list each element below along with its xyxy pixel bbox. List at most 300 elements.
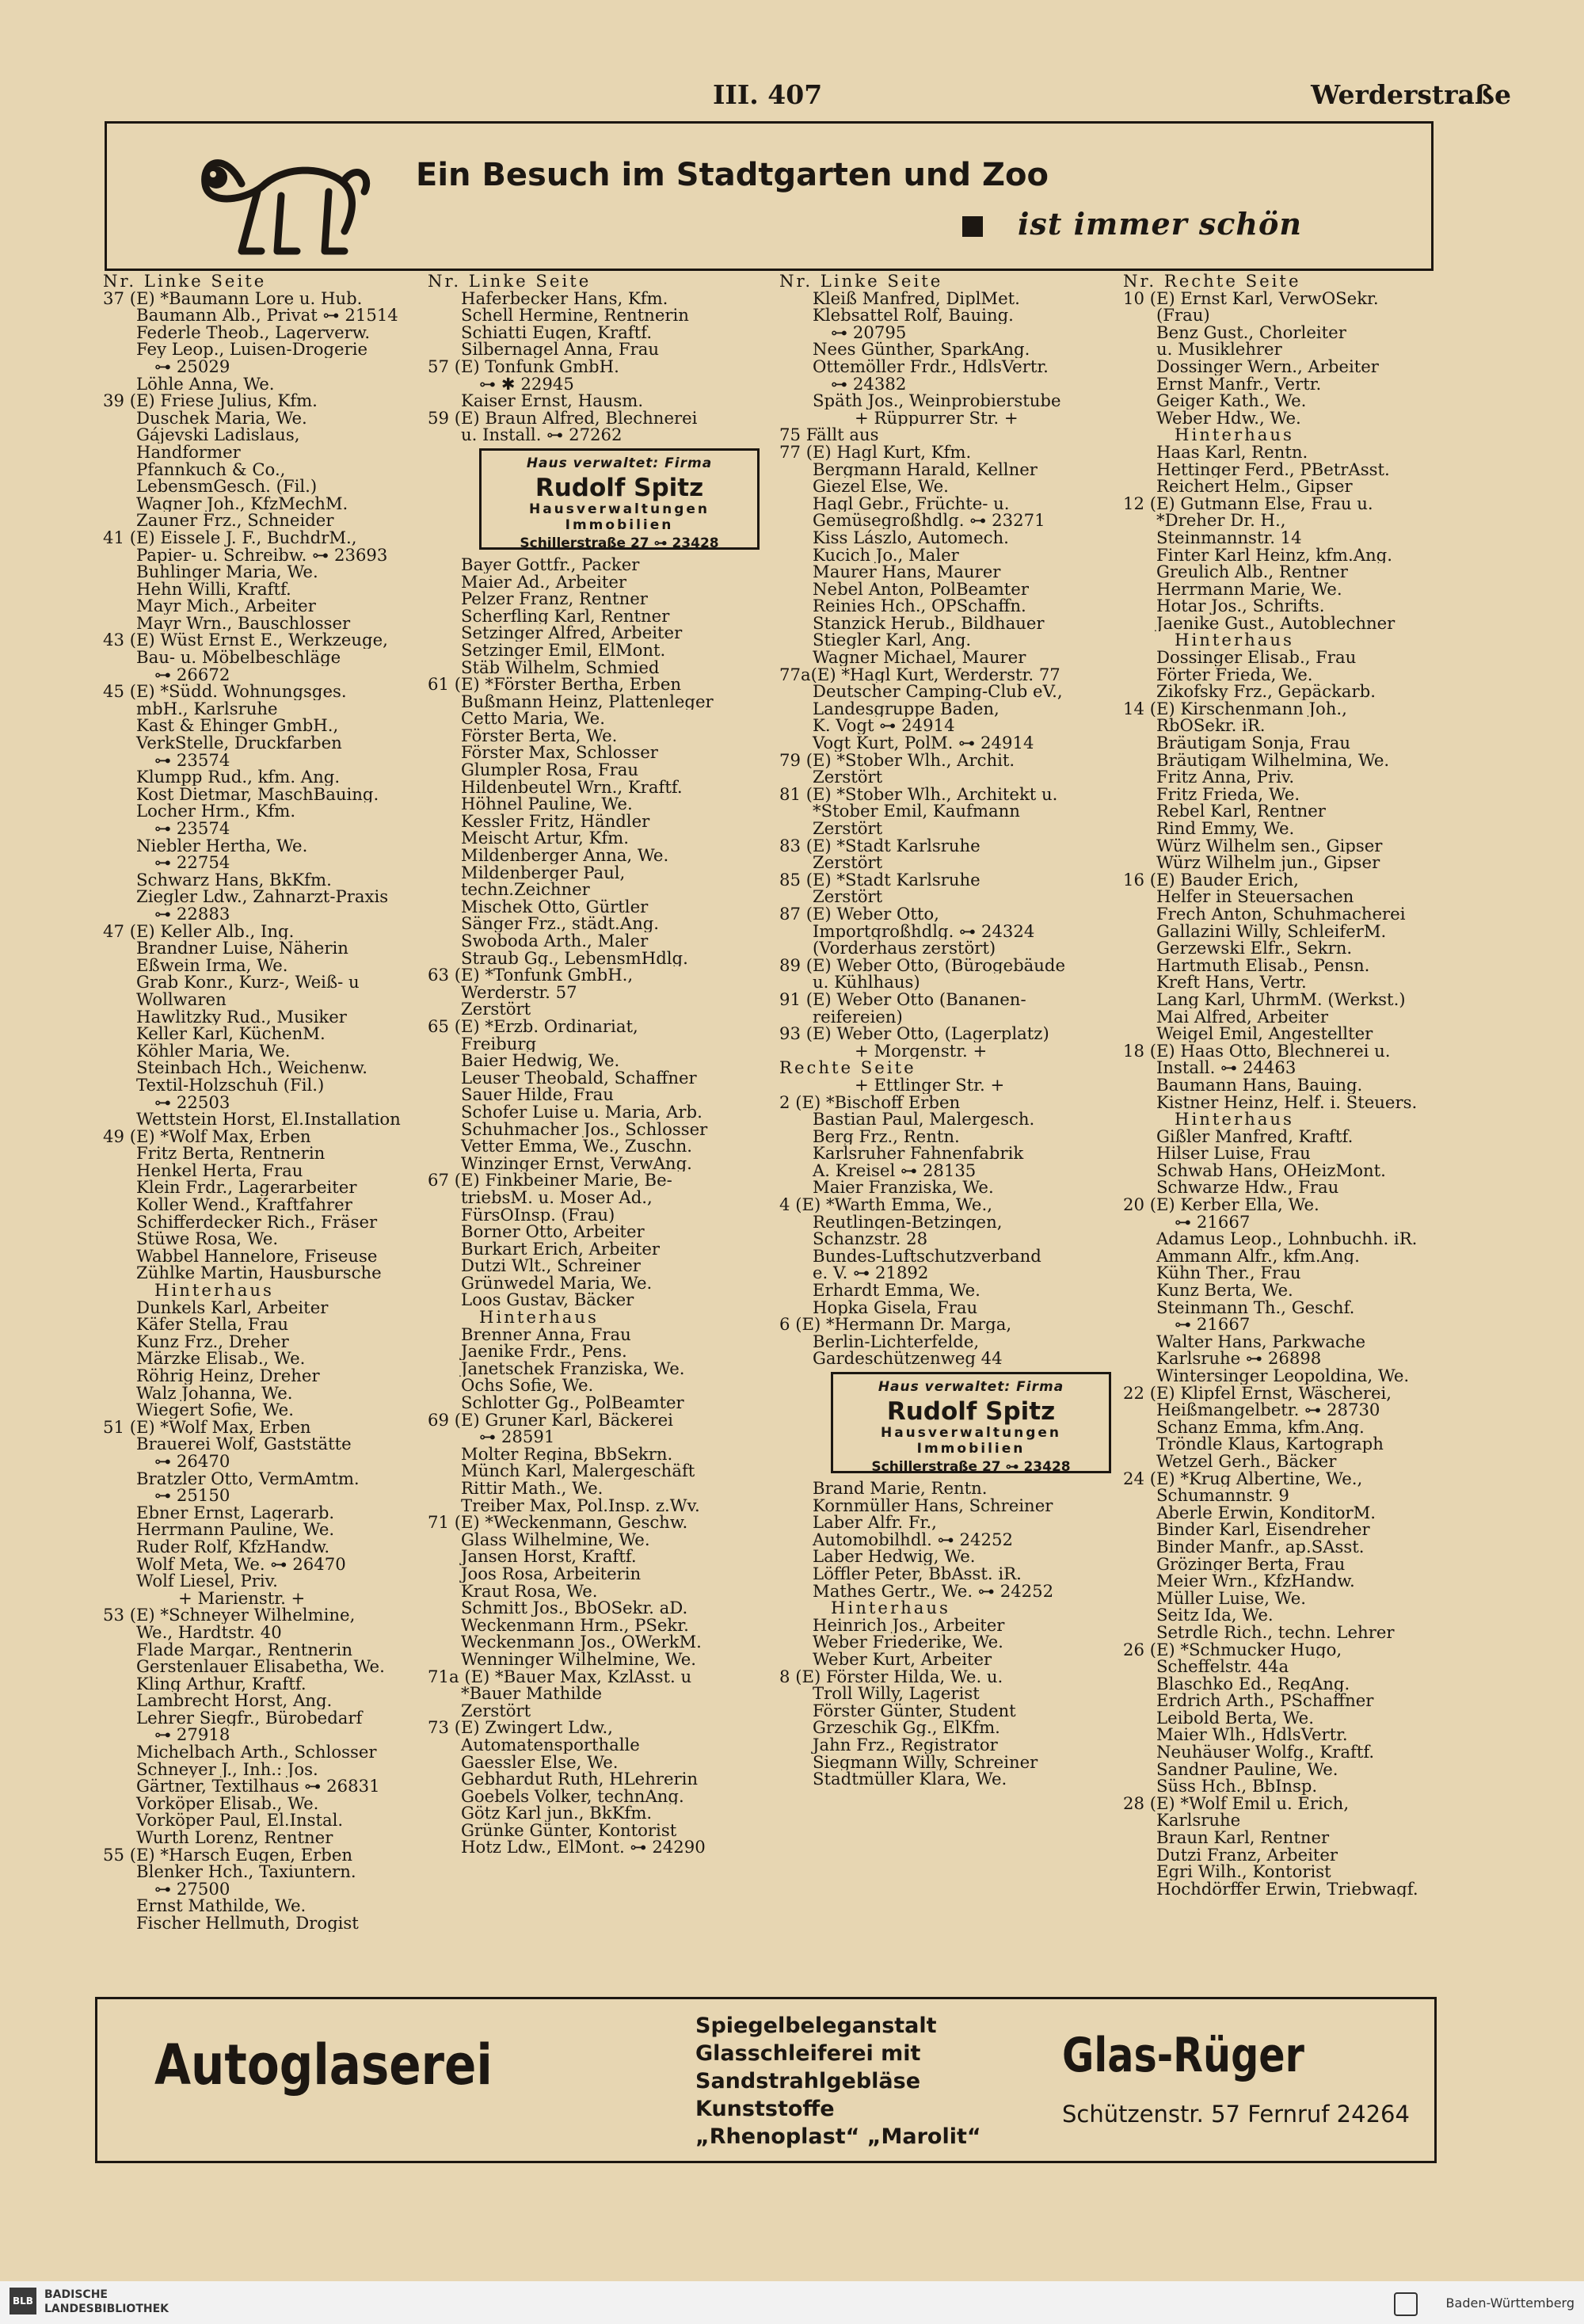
entry-line: Berg Frz., Rentn. <box>813 1127 960 1145</box>
entry-line: Koller Wend., Kraftfahrer <box>136 1196 352 1213</box>
entry-line: 87 (E) Weber Otto, <box>779 905 939 923</box>
entry-line: Meischt Artur, Kfm. <box>461 829 629 848</box>
ad-line: Hausverwaltungen <box>528 501 710 517</box>
entry-line: Walter Hans, Parkwache <box>1156 1332 1366 1351</box>
entry-line: Glumpler Rosa, Frau <box>461 761 638 779</box>
entry-line: *Bauer Mathilde <box>461 1685 602 1702</box>
entry-line: Fischer Hellmuth, Drogist <box>136 1914 359 1932</box>
monkey-icon <box>194 136 376 263</box>
entry-line: Vorköper Elisab., We. <box>136 1794 319 1812</box>
entry-line: Schanzstr. 28 <box>813 1230 928 1248</box>
entry-line: Kunz Berta, We. <box>1156 1282 1293 1299</box>
entry-line: Greulich Alb., Rentner <box>1156 563 1348 581</box>
rudolf-spitz-ad <box>479 448 760 550</box>
entry-line: Laber Alfr. Fr., <box>813 1514 937 1531</box>
entry-line: Mai Alfred, Arbeiter <box>1156 1008 1328 1026</box>
entry-line: Rittir Math., We. <box>461 1480 604 1497</box>
entry-line: Mathes Gertr., We. ⊶ 24252 <box>813 1582 1054 1600</box>
entry-line: 39 (E) Friese Julius, Kfm. <box>103 392 318 410</box>
entry-line: 22 (E) Klipfel Ernst, Wäscherei, <box>1123 1384 1392 1402</box>
entry-line: Vetter Emma, We., Zuschn. <box>461 1137 692 1155</box>
entry-line: Weber Friederike, We. <box>813 1633 1003 1651</box>
entry-line: ⊶ 26672 <box>154 665 230 684</box>
entry-line: 45 (E) *Südd. Wohnungsges. <box>103 683 347 700</box>
entry-line: Würz Wilhelm jun., Gipser <box>1156 854 1380 871</box>
entry-line: Dutzi Wlt., Schreiner <box>461 1257 641 1274</box>
entry-line: A. Kreisel ⊶ 28135 <box>813 1161 977 1179</box>
entry-line: Zerstört <box>813 854 883 871</box>
ad-company-name: Glas-Rüger <box>1062 2028 1304 2083</box>
entry-line: Install. ⊶ 24463 <box>1156 1059 1297 1076</box>
entry-line: 63 (E) *Tonfunk GmbH., <box>428 966 634 984</box>
ad-services <box>695 2012 981 2151</box>
entry-line: Zauner Frz., Schneider <box>136 512 334 529</box>
entry-line: LebensmGesch. (Fil.) <box>136 478 318 495</box>
entry-line: 8 (E) Förster Hilda, We. u. <box>779 1667 1003 1686</box>
entry-line: Burkart Erich, Arbeiter <box>461 1240 661 1258</box>
entry-line: Förster Berta, We. <box>461 726 618 745</box>
entry-line: Michelbach Arth., Schlosser <box>136 1743 377 1761</box>
entry-line: + Morgenstr. + <box>855 1042 988 1060</box>
entry-line: Gardeschützenweg 44 <box>813 1350 1003 1367</box>
entry-line: *Dreher Dr. H., <box>1156 512 1286 529</box>
entry-line: Steinbach Hch., Weichenw. <box>136 1059 368 1076</box>
entry-line: (Vorderhaus zerstört) <box>813 939 996 957</box>
entry-line: Späth Jos., Weinprobierstube <box>813 392 1061 410</box>
column-heading: Nr. Linke Seite <box>779 272 943 290</box>
entry-line: 71a (E) *Bauer Max, KzlAsst. u <box>428 1667 692 1686</box>
entry-line: Käfer Stella, Frau <box>136 1316 289 1333</box>
entry-line: Schanz Emma, kfm.Ang. <box>1156 1418 1365 1436</box>
ad-service-line: Kunststoffe <box>695 2097 835 2121</box>
footer-bar <box>0 2281 1584 2324</box>
column-2 <box>428 272 784 1856</box>
entry-line: Locher Hrm., Kfm. <box>136 802 296 820</box>
entry-line: Giezel Else, We. <box>813 478 949 495</box>
entry-line: Winzinger Ernst, VerwAng. <box>461 1154 692 1172</box>
entry-line: Binder Karl, Eisendreher <box>1156 1521 1370 1538</box>
entry-line: Henkel Herta, Frau <box>136 1161 303 1179</box>
entry-line: Grünwedel Maria, We. <box>461 1274 653 1292</box>
entry-line: Steinmann Th., Geschf. <box>1156 1298 1355 1316</box>
entry-line: ⊶ 20795 <box>831 323 907 341</box>
library-name <box>44 2288 169 2316</box>
entry-line: Schwab Hans, OHeizMont. <box>1156 1161 1386 1179</box>
entry-line: Wagner Joh., KfzMechM. <box>136 494 348 512</box>
entry-line: Bundes-Luftschutzverband <box>813 1247 1041 1265</box>
entry-line: 91 (E) Weber Otto (Bananen- <box>779 990 1026 1008</box>
entry-line: Ottemöller Frdr., HdlsVertr. <box>813 357 1049 375</box>
entry-line: Dossinger Elisab., Frau <box>1156 649 1357 666</box>
entry-line: Bratzler Otto, VermAmtm. <box>136 1469 360 1488</box>
ad-address: Schillerstraße 27 ⊶ 23428 <box>520 535 719 551</box>
entry-line: Troll Willy, Lagerist <box>813 1685 980 1702</box>
ad-service-line: Sandstrahlgebläse <box>695 2069 921 2094</box>
entry-line: Kessler Fritz, Händler <box>461 812 650 830</box>
entry-line: Weber Hdw., We. <box>1156 409 1301 427</box>
entry-line: Jaenike Gust., Autoblechner <box>1156 614 1396 632</box>
entry-line: Treiber Max, Pol.Insp. z.Wv. <box>461 1496 700 1514</box>
entry-line: Karlsruhe <box>1156 1812 1241 1830</box>
entry-line: Erdrich Arth., PSchaffner <box>1156 1692 1374 1709</box>
entry-line: Kühn Ther., Frau <box>1156 1264 1301 1282</box>
entry-line: Setzinger Emil, ElMont. <box>461 641 666 659</box>
entry-line: Maier Ad., Arbeiter <box>461 573 627 591</box>
entry-line: Grab Konr., Kurz-, Weiß- u <box>136 973 360 991</box>
entry-line: Schumannstr. 9 <box>1156 1487 1289 1504</box>
entry-line: ⊶ 25150 <box>154 1487 230 1504</box>
entry-line: Kreft Hans, Vertr. <box>1156 973 1307 991</box>
entry-line: 2 (E) *Bischoff Erben <box>779 1093 961 1111</box>
entry-line: triebsM. u. Moser Ad., <box>461 1188 653 1206</box>
entry-line: Siegmann Willy, Schreiner <box>813 1753 1038 1771</box>
entry-line: Kraut Rosa, We. <box>461 1582 598 1600</box>
entry-line: Glass Wilhelmine, We. <box>461 1530 650 1549</box>
entry-line: 37 (E) *Baumann Lore u. Hub. <box>103 289 363 307</box>
entry-line: Wiegert Sofie, We. <box>136 1401 294 1419</box>
entry-line: Brenner Anna, Frau <box>461 1325 631 1343</box>
entry-line: Gißler Manfred, Kraftf. <box>1156 1127 1354 1145</box>
entry-line: 83 (E) *Stadt Karlsruhe <box>779 836 980 855</box>
entry-line: Jansen Horst, Kraftf. <box>461 1548 637 1565</box>
entry-line: Bräutigam Sonja, Frau <box>1156 734 1350 752</box>
entry-line: Dunkels Karl, Arbeiter <box>136 1298 329 1316</box>
entry-line: Brauerei Wolf, Gaststätte <box>136 1435 352 1453</box>
entry-line: + Marienstr. + <box>178 1589 306 1607</box>
entry-line: Silbernagel Anna, Frau <box>461 341 659 358</box>
entry-line: 67 (E) Finkbeiner Marie, Be- <box>428 1172 672 1189</box>
entry-line: Ziegler Ldw., Zahnarzt-Praxis <box>136 888 389 905</box>
entry-line: 71 (E) *Weckenmann, Geschw. <box>428 1514 688 1531</box>
entry-line: Stäb Wilhelm, Schmied <box>461 658 660 676</box>
entry-line: Joos Rosa, Arbeiterin <box>461 1564 642 1583</box>
entry-line: Kunz Frz., Dreher <box>136 1332 289 1351</box>
entry-line: Helfer in Steuersachen <box>1156 888 1354 905</box>
entry-line: 93 (E) Weber Otto, (Lagerplatz) <box>779 1025 1049 1042</box>
entry-line: Aberle Erwin, KonditorM. <box>1156 1503 1376 1522</box>
entry-line: 41 (E) Eissele J. F., BuchdrM., <box>103 528 357 547</box>
glas-rueger-ad <box>95 1997 1437 2163</box>
ad-line: Immobilien <box>565 516 674 533</box>
ad-company: Rudolf Spitz <box>886 1396 1056 1426</box>
blb-logo-icon: BLB <box>10 2288 36 2314</box>
entry-line: Klebsattel Rolf, Bauing. <box>813 307 1014 324</box>
entry-line: Landesgruppe Baden, <box>813 699 1000 718</box>
entry-line: + Ettlinger Str. + <box>855 1076 1005 1094</box>
entry-line: 73 (E) Zwingert Ldw., <box>428 1719 613 1736</box>
entry-line: Gaessler Else, We. <box>461 1753 619 1771</box>
ad-line: Immobilien <box>916 1440 1026 1457</box>
entry-line: Gallazini Willy, SchleiferM. <box>1156 922 1387 940</box>
entry-line: 59 (E) Braun Alfred, Blechnerei <box>428 409 698 427</box>
entry-line: Röhrig Heinz, Dreher <box>136 1367 320 1385</box>
entry-line: Rebel Karl, Rentner <box>1156 802 1326 820</box>
entry-line: Kucich Jo., Maler <box>813 546 959 564</box>
entry-line: Automatensporthalle <box>461 1735 640 1754</box>
entry-line: Swoboda Arth., Maler <box>461 932 649 950</box>
entry-line: Wolf Liesel, Priv. <box>136 1572 278 1590</box>
entry-line: 77a(E) *Hagl Kurt, Werderstr. 77 <box>779 665 1060 684</box>
entry-line: Förster Max, Schlosser <box>461 744 658 762</box>
entry-line: Würz Wilhelm sen., Gipser <box>1156 836 1383 855</box>
entry-line: Borner Otto, Arbeiter <box>461 1223 645 1240</box>
entry-line: ⊶ 23574 <box>154 820 230 837</box>
entry-line: Kiss Lászlo, Automech. <box>813 528 1009 547</box>
entry-line: Mayr Wrn., Bauschlosser <box>136 614 351 632</box>
entry-list <box>779 1480 1136 1788</box>
entry-line: Handformer <box>136 443 241 461</box>
entry-line: Kost Dietmar, MaschBauing. <box>136 785 379 803</box>
entry-line: ⊶ 21667 <box>1175 1213 1251 1231</box>
entry-line: Wettstein Horst, El.Installation <box>136 1111 401 1128</box>
entry-line: Schneyer J., Inh.: Jos. <box>136 1760 318 1778</box>
entry-line: Kleiß Manfred, DiplMet. <box>813 289 1020 307</box>
entry-line: Ruder Rolf, KfzHandw. <box>136 1537 330 1556</box>
entry-line: Hartmuth Elisab., Pensn. <box>1156 956 1370 974</box>
entry-line: Egri Wilh., Kontorist <box>1156 1863 1331 1880</box>
entry-line: Baier Hedwig, We. <box>461 1052 620 1069</box>
entry-line: Baumann Alb., Privat ⊶ 21514 <box>136 307 398 324</box>
entry-line: Wolf Meta, We. ⊶ 26470 <box>136 1555 346 1573</box>
entry-line: 75 Fällt aus <box>779 426 879 444</box>
entry-line: Weckenmann Hrm., PSekr. <box>461 1616 689 1634</box>
state-name: Baden-Württemberg <box>1445 2295 1574 2311</box>
entry-line: ⊶ 22754 <box>154 854 230 871</box>
entry-line: Hilser Luise, Frau <box>1156 1145 1311 1162</box>
entry-line: Grzeschik Gg., ElKfm. <box>813 1719 1000 1736</box>
entry-line: (Frau) <box>1156 307 1210 324</box>
entry-line: Karlsruhe ⊶ 26898 <box>1156 1350 1322 1367</box>
entry-line: Hinterhaus <box>1175 1111 1294 1128</box>
entry-line: Hinterhaus <box>154 1282 274 1299</box>
column-3 <box>779 272 1136 1788</box>
entry-line: 4 (E) *Warth Emma, We., <box>779 1196 992 1213</box>
entry-line: Geiger Kath., We. <box>1156 392 1307 410</box>
entry-line: 65 (E) *Erzb. Ordinariat, <box>428 1017 638 1035</box>
entry-line: Herrmann Pauline, We. <box>136 1521 335 1538</box>
entry-line: 81 (E) *Stober Wlh., Architekt u. <box>779 785 1058 803</box>
entry-line: 16 (E) Bauder Erich, <box>1123 871 1299 889</box>
entry-line: Götz Karl jun., BkKfm. <box>461 1804 653 1822</box>
entry-line: Löffler Peter, BbAsst. iR. <box>813 1564 1022 1583</box>
entry-line: FürsOInsp. (Frau) <box>461 1206 615 1224</box>
ad-service-line: Spiegelbeleganstalt <box>695 2013 937 2038</box>
entry-line: Hinterhaus <box>1175 631 1294 650</box>
entry-line: Straub Gg., LebensmHdlg. <box>461 949 688 967</box>
entry-line: Freiburg <box>461 1034 537 1053</box>
entry-line: ⊶ 28591 <box>479 1428 555 1446</box>
entry-line: Lambrecht Horst, Ang. <box>136 1692 333 1709</box>
entry-line: Wenninger Wilhelmine, We. <box>461 1650 697 1668</box>
entry-line: Gärtner, Textilhaus ⊶ 26831 <box>136 1777 380 1795</box>
entry-line: 77 (E) Hagl Kurt, Kfm. <box>779 443 972 461</box>
entry-line: Hagl Gebr., Früchte- u. <box>813 494 1010 512</box>
entry-line: Förster Günter, Student <box>813 1701 1016 1720</box>
street-name: Werderstraße <box>1311 79 1511 110</box>
entry-line: techn.Zeichner <box>461 881 590 898</box>
entry-line: Pelzer Franz, Rentner <box>461 590 648 608</box>
entry-line: Stüwe Rosa, We. <box>136 1230 279 1248</box>
entry-line: ⊶ 23574 <box>154 751 230 769</box>
entry-line: Tröndle Klaus, Kartograph <box>1156 1435 1384 1453</box>
library-name-line: BADISCHE <box>44 2288 108 2301</box>
entry-line: Fritz Frieda, We. <box>1156 785 1300 803</box>
entry-line: Zerstört <box>461 1701 531 1720</box>
entry-line: Fritz Anna, Priv. <box>1156 768 1295 786</box>
entry-line: Höhnel Pauline, We. <box>461 795 633 813</box>
column-heading: Nr. Rechte Seite <box>1123 272 1301 290</box>
entry-line: Zerstört <box>813 768 883 786</box>
entry-line: Berlin-Lichterfelde, <box>813 1332 980 1351</box>
entry-line: Schuhmacher Jos., Schlosser <box>461 1120 708 1138</box>
entry-line: Benz Gust., Chorleiter <box>1156 323 1346 341</box>
entry-list <box>103 290 459 1932</box>
entry-line: Fritz Berta, Rentnerin <box>136 1145 326 1162</box>
entry-line: Kaiser Ernst, Hausm. <box>461 392 644 410</box>
entry-line: Haas Karl, Rentn. <box>1156 443 1308 461</box>
ad-line: Haus verwaltet: Firma <box>878 1379 1064 1395</box>
entry-line: ⊶ ✱ 22945 <box>479 375 574 393</box>
entry-line: Janetschek Franziska, We. <box>461 1359 685 1377</box>
entry-line: Schifferdecker Rich., Fräser <box>136 1213 378 1231</box>
ad-service-line: Glasschleiferei mit <box>695 2041 921 2066</box>
entry-line: Reutlingen-Betzingen, <box>813 1213 1003 1231</box>
entry-line: Blaschko Ed., RegAng. <box>1156 1674 1350 1693</box>
entry-line: Brandner Luise, Näherin <box>136 939 348 957</box>
entry-line: Zerstört <box>813 820 883 837</box>
entry-line: Molter Regina, BbSekrn. <box>461 1445 673 1463</box>
entry-line: Schell Hermine, Rentnerin <box>461 307 689 324</box>
entry-line: Mildenberger Paul, <box>461 863 626 882</box>
zoo-title: Ein Besuch im Stadtgarten und Zoo <box>416 157 1049 193</box>
entry-line: Cetto Maria, We. <box>461 710 605 727</box>
entry-line: Maier Franziska, We. <box>813 1179 994 1197</box>
entry-line: Müller Luise, We. <box>1156 1589 1306 1607</box>
entry-line: ⊶ 26470 <box>154 1452 230 1470</box>
entry-line: Bayer Gottfr., Packer <box>461 555 640 573</box>
entry-line: Dossinger Wern., Arbeiter <box>1156 357 1379 375</box>
entry-line: ⊶ 24382 <box>831 375 907 393</box>
entry-line: 28 (E) *Wolf Emil u. Erich, <box>1123 1794 1350 1812</box>
entry-line: Vorköper Paul, El.Instal. <box>136 1812 344 1830</box>
entry-line: Schwarz Hans, BkKfm. <box>136 871 332 889</box>
entry-line: ⊶ 27500 <box>154 1880 230 1898</box>
ad-service-line: „Rhenoplast“ „Marolit“ <box>695 2124 981 2149</box>
entry-line: Gájevski Ladislaus, <box>136 426 300 444</box>
entry-line: ⊶ 22883 <box>154 905 230 923</box>
entry-line: Ammann Alfr., kfm.Ang. <box>1156 1247 1360 1265</box>
entry-line: u. Kühlhaus) <box>813 973 920 991</box>
entry-line: Kistner Heinz, Helf. i. Steuers. <box>1156 1093 1418 1111</box>
entry-line: Maier Wlh., HdlsVertr. <box>1156 1726 1348 1744</box>
entry-line: Weber Kurt, Arbeiter <box>813 1650 992 1668</box>
entry-line: Hildenbeutel Wrn., Kraftf. <box>461 778 683 796</box>
entry-line: Hotar Jos., Schrifts. <box>1156 597 1325 615</box>
entry-line: Frech Anton, Schuhmacherei <box>1156 905 1406 923</box>
entry-line: Adamus Leop., Lohnbuchh. iR. <box>1156 1230 1418 1248</box>
column-heading: Nr. Linke Seite <box>103 272 267 290</box>
ad-address: Schillerstraße 27 ⊶ 23428 <box>871 1458 1071 1475</box>
entry-line: 10 (E) Ernst Karl, VerwOSekr. <box>1123 289 1379 307</box>
entry-line: Märzke Elisab., We. <box>136 1350 306 1367</box>
entry-line: VerkStelle, Druckfarben <box>136 734 342 752</box>
entry-line: Karlsruher Fahnenfabrik <box>813 1145 1024 1162</box>
entry-line: e. V. ⊶ 21892 <box>813 1264 929 1282</box>
zoo-advertisement <box>105 121 1434 271</box>
entry-line: Löhle Anna, We. <box>136 375 275 393</box>
entry-line: Setrdle Rich., techn. Lehrer <box>1156 1623 1395 1641</box>
entry-line: Laber Hedwig, We. <box>813 1548 976 1565</box>
entry-line: Rind Emmy, We. <box>1156 820 1295 837</box>
entry-line: Eßwein Irma, We. <box>136 956 288 974</box>
entry-line: Wetzel Gerh., Bäcker <box>1156 1452 1337 1470</box>
entry-line: Heißmangelbetr. ⊶ 28730 <box>1156 1401 1380 1419</box>
entry-line: Finter Karl Heinz, kfm.Ang. <box>1156 546 1392 564</box>
entry-line: Baumann Hans, Bauing. <box>1156 1076 1363 1094</box>
entry-line: Sandner Pauline, We. <box>1156 1760 1338 1778</box>
entry-line: Wurth Lorenz, Rentner <box>136 1829 333 1846</box>
entry-line: RbOSekr. iR. <box>1156 717 1266 735</box>
entry-line: Vogt Kurt, PolM. ⊶ 24914 <box>813 734 1034 752</box>
entry-line: Kast & Ehinger GmbH., <box>136 717 339 735</box>
entry-line: Mayr Mich., Arbeiter <box>136 597 316 615</box>
entry-line: Gemüsegroßhdlg. ⊶ 23271 <box>813 512 1045 529</box>
entry-line: Leuser Theobald, Schaffner <box>461 1069 697 1087</box>
entry-line: Buhlinger Maria, We. <box>136 563 318 581</box>
entry-line: Binder Manfr., ap.SAsst. <box>1156 1537 1365 1556</box>
zoo-slogan: ist immer schön <box>1018 206 1303 242</box>
entry-line: Maurer Hans, Maurer <box>813 563 1001 581</box>
entry-line: 57 (E) Tonfunk GmbH. <box>428 357 619 375</box>
entry-line: Bau- u. Möbelbeschläge <box>136 649 341 666</box>
entry-line: Keller Karl, KüchenM. <box>136 1025 326 1042</box>
entry-line: Pfannkuch & Co., <box>136 460 286 478</box>
entry-line: Reinies Hch., OPSchaffn. <box>813 597 1026 615</box>
ad-autoglaserei: Autoglaserei <box>154 2033 493 2097</box>
entry-line: reifereien) <box>813 1008 903 1026</box>
entry-line: K. Vogt ⊶ 24914 <box>813 717 955 735</box>
entry-line: Wintersinger Leopoldina, We. <box>1156 1367 1410 1385</box>
square-bullet <box>962 216 983 237</box>
entry-line: Süss Hch., BbInsp. <box>1156 1777 1318 1795</box>
entry-line: 20 (E) Kerber Ella, We. <box>1123 1196 1319 1213</box>
entry-line: Lang Karl, UhrmM. (Werkst.) <box>1156 990 1406 1008</box>
entry-line: Kornmüller Hans, Schreiner <box>813 1496 1053 1514</box>
entry-line: Textil-Holzschuh (Fil.) <box>136 1076 325 1094</box>
entry-line: *Stober Emil, Kaufmann <box>813 802 1020 820</box>
entry-line: ⊶ 21667 <box>1175 1316 1251 1333</box>
entry-line: Bergmann Harald, Kellner <box>813 460 1038 478</box>
entry-line: Klumpp Rud., kfm. Ang. <box>136 768 341 786</box>
state-crest-icon <box>1394 2292 1418 2316</box>
entry-line: Loos Gustav, Bäcker <box>461 1291 634 1309</box>
entry-line: Ebner Ernst, Lagerarb. <box>136 1503 335 1522</box>
entry-line: Nees Günther, SparkAng. <box>813 341 1030 358</box>
entry-line: Herrmann Marie, We. <box>1156 580 1342 598</box>
entry-line: Mischek Otto, Gürtler <box>461 897 649 916</box>
entry-line: 85 (E) *Stadt Karlsruhe <box>779 871 980 889</box>
entry-line: Köhler Maria, We. <box>136 1042 291 1060</box>
entry-line: u. Install. ⊶ 27262 <box>461 426 623 444</box>
entry-line: 61 (E) *Förster Bertha, Erben <box>428 676 682 693</box>
entry-line: Leibold Berta, We. <box>1156 1709 1314 1727</box>
entry-line: Hopka Gisela, Frau <box>813 1298 978 1316</box>
entry-line: Braun Karl, Rentner <box>1156 1829 1330 1846</box>
entry-line: Papier- u. Schreibw. ⊶ 23693 <box>136 546 388 564</box>
entry-line: Dutzi Franz, Arbeiter <box>1156 1846 1338 1864</box>
entry-line: ⊶ 25029 <box>154 357 230 375</box>
entry-line: 55 (E) *Harsch Eugen, Erben <box>103 1846 353 1864</box>
